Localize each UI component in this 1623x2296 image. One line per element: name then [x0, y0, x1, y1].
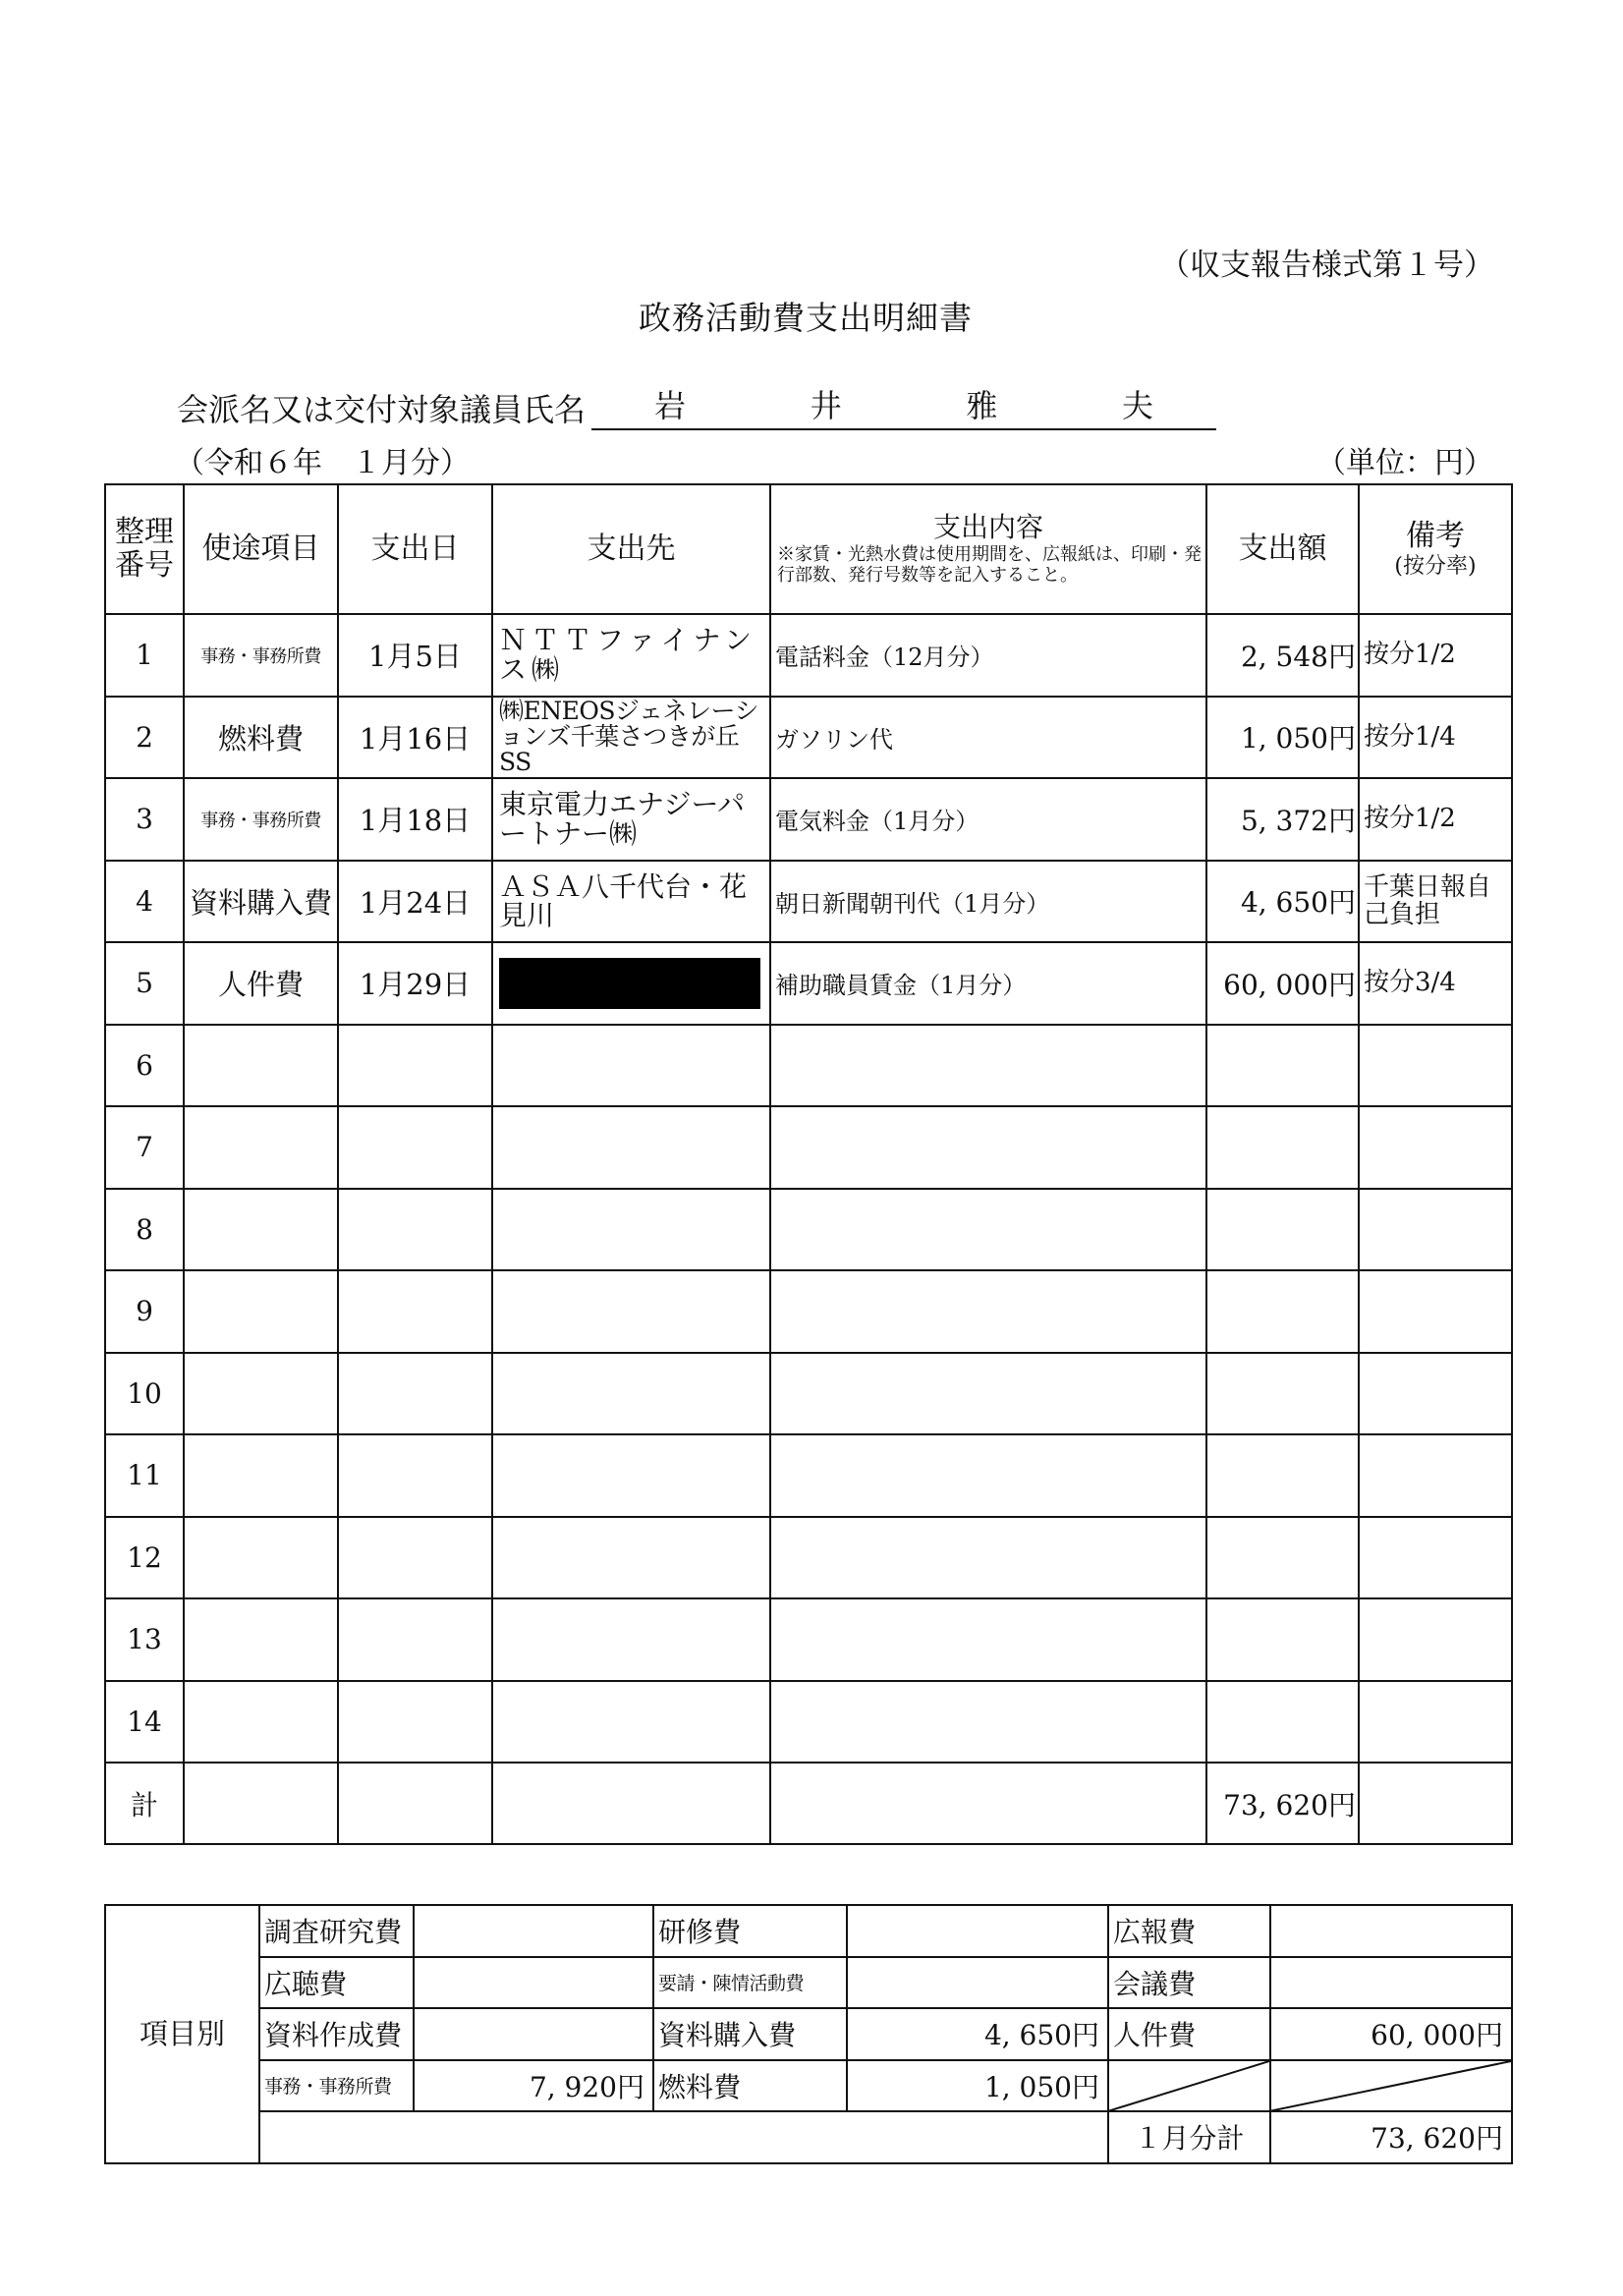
summary-struck-cell: [1270, 2060, 1512, 2112]
summary-pr-label: 広報費: [1108, 1905, 1270, 1957]
total-empty: [184, 1763, 338, 1844]
total-label: 計: [105, 1763, 184, 1844]
row-description: [770, 1598, 1206, 1681]
row-note: [1359, 1270, 1512, 1353]
row-number: 9: [105, 1270, 184, 1353]
row-number: 7: [105, 1106, 184, 1189]
summary-office-label: 事務・事務所費: [259, 2060, 414, 2112]
row-payee: [492, 1681, 770, 1764]
row-amount: [1206, 1270, 1359, 1353]
summary-office-value: 7, 920円: [414, 2060, 653, 2112]
row-date: [338, 1270, 492, 1353]
row-date: 1月16日: [338, 697, 492, 779]
row-date: [338, 1681, 492, 1764]
total-empty: [1359, 1763, 1512, 1844]
table-row: [105, 1353, 1512, 1435]
row-date: [338, 1517, 492, 1599]
summary-petition-value: [847, 1957, 1108, 2009]
member-row: [177, 381, 1216, 430]
member-name-char: 雅: [966, 387, 998, 424]
diagonal-strike: [1109, 2061, 1269, 2111]
summary-personnel-value: 60, 000円: [1270, 2008, 1512, 2060]
member-label: 会派名又は交付対象議員氏名: [177, 391, 587, 428]
row-payee-redacted: [492, 942, 770, 1025]
header-date: 支出日: [338, 484, 492, 614]
row-date: 1月5日: [338, 614, 492, 697]
row-number: 11: [105, 1434, 184, 1517]
row-description: [770, 1270, 1206, 1353]
total-empty: [770, 1763, 1206, 1844]
table-row: [105, 1434, 1512, 1517]
total-empty: [338, 1763, 492, 1844]
summary-side-label: 項目別: [105, 1905, 259, 2163]
row-number: 6: [105, 1025, 184, 1107]
total-amount: 73, 620円: [1206, 1763, 1359, 1844]
summary-docs-make-value: [414, 2008, 653, 2060]
header-note-sub: (按分率): [1394, 553, 1477, 579]
row-date: [338, 1598, 492, 1681]
summary-docs-buy-label: 資料購入費: [653, 2008, 847, 2060]
summary-training-label: 研修費: [653, 1905, 847, 1957]
row-payee: [492, 1517, 770, 1599]
row-use: 燃料費: [184, 697, 338, 779]
summary-month-total-value: 73, 620円: [1270, 2111, 1512, 2163]
row-use: [184, 1270, 338, 1353]
row-description: [770, 1517, 1206, 1599]
category-summary-table: [104, 1904, 1513, 2164]
row-number: 2: [105, 697, 184, 779]
row-note: [1359, 1025, 1512, 1107]
row-description: [770, 1681, 1206, 1764]
row-date: [338, 1106, 492, 1189]
row-payee: [492, 1106, 770, 1189]
row-number: 14: [105, 1681, 184, 1764]
member-name-char: 岩: [654, 387, 687, 424]
row-use: 事務・事務所費: [184, 614, 338, 697]
table-row: [105, 1189, 1512, 1271]
row-amount: [1206, 1517, 1359, 1599]
row-amount: [1206, 1106, 1359, 1189]
row-amount: [1206, 1598, 1359, 1681]
row-amount: [1206, 1025, 1359, 1107]
table-row: [105, 942, 1512, 1025]
row-note: 按分1/2: [1359, 778, 1512, 861]
summary-fuel-value: 1, 050円: [847, 2060, 1108, 2112]
table-row: [105, 861, 1512, 943]
row-payee: [492, 1270, 770, 1353]
row-payee: ＡＳＡ八千代台・花見川: [492, 861, 770, 943]
row-payee: [492, 1434, 770, 1517]
summary-struck-cell: [1108, 2060, 1270, 2112]
row-amount: [1206, 1434, 1359, 1517]
row-description: 補助職員賃金（1月分）: [770, 942, 1206, 1025]
row-use: [184, 1517, 338, 1599]
summary-pr-value: [1270, 1905, 1512, 1957]
row-description: [770, 1025, 1206, 1107]
row-date: [338, 1434, 492, 1517]
row-payee: 東京電力エナジーパートナー㈱: [492, 778, 770, 861]
row-number: 3: [105, 778, 184, 861]
row-amount: [1206, 1681, 1359, 1764]
row-number: 12: [105, 1517, 184, 1599]
row-description: 電気料金（1月分）: [770, 778, 1206, 861]
summary-row: [105, 1957, 1512, 2009]
header-note-main: 備考: [1406, 519, 1465, 554]
row-note: [1359, 1517, 1512, 1599]
row-payee: [492, 1025, 770, 1107]
total-row: [105, 1763, 1512, 1844]
summary-row: [105, 2111, 1512, 2163]
header-description-note: ※家賃・光熱水費は使用期間を、広報紙は、印刷・発行部数、発行号数等を記入すること。: [777, 543, 1202, 587]
summary-hearing-label: 広聴費: [259, 1957, 414, 2009]
row-description: 朝日新聞朝刊代（1月分）: [770, 861, 1206, 943]
row-amount: [1206, 1353, 1359, 1435]
row-use: [184, 1434, 338, 1517]
row-use: [184, 1353, 338, 1435]
table-header-row: [105, 484, 1512, 614]
table-row: [105, 1517, 1512, 1599]
row-use: 資料購入費: [184, 861, 338, 943]
row-use: [184, 1189, 338, 1271]
row-use: [184, 1598, 338, 1681]
unit-label: （単位：円）: [1316, 446, 1493, 480]
row-use: [184, 1025, 338, 1107]
summary-personnel-label: 人件費: [1108, 2008, 1270, 2060]
row-description: [770, 1106, 1206, 1189]
row-payee: ＮＴＴファイナンス㈱: [492, 614, 770, 697]
summary-row: [105, 2060, 1512, 2112]
summary-petition-label: 要請・陳情活動費: [653, 1957, 847, 2009]
member-name-char: 井: [810, 387, 842, 424]
row-description: [770, 1353, 1206, 1435]
summary-meeting-label: 会議費: [1108, 1957, 1270, 2009]
form-number: （収支報告様式第１号）: [1159, 248, 1494, 283]
row-description: [770, 1434, 1206, 1517]
row-date: 1月24日: [338, 861, 492, 943]
row-number: 8: [105, 1189, 184, 1271]
summary-docs-make-label: 資料作成費: [259, 2008, 414, 2060]
table-row: [105, 1681, 1512, 1764]
row-date: 1月18日: [338, 778, 492, 861]
row-note: [1359, 1434, 1512, 1517]
redaction-block: [499, 958, 760, 1009]
row-payee: [492, 1598, 770, 1681]
row-number: 4: [105, 861, 184, 943]
diagonal-strike: [1271, 2061, 1511, 2111]
row-note: 按分3/4: [1359, 942, 1512, 1025]
row-number: 10: [105, 1353, 184, 1435]
table-row: [105, 1270, 1512, 1353]
row-number: 5: [105, 942, 184, 1025]
header-description: [770, 484, 1206, 614]
table-row: [105, 1025, 1512, 1107]
summary-research-label: 調査研究費: [259, 1905, 414, 1957]
header-description-main: 支出内容: [932, 511, 1043, 544]
row-description: [770, 1189, 1206, 1271]
table-row: [105, 697, 1512, 779]
row-note: [1359, 1353, 1512, 1435]
row-use: [184, 1106, 338, 1189]
summary-row: [105, 2008, 1512, 2060]
row-note: 按分1/2: [1359, 614, 1512, 697]
row-note: [1359, 1681, 1512, 1764]
row-use: 人件費: [184, 942, 338, 1025]
row-amount: [1206, 1189, 1359, 1271]
summary-research-value: [414, 1905, 653, 1957]
summary-month-total-label: １月分計: [1108, 2111, 1270, 2163]
summary-fuel-label: 燃料費: [653, 2060, 847, 2112]
row-note: [1359, 1106, 1512, 1189]
row-amount: 5, 372円: [1206, 778, 1359, 861]
row-description: ガソリン代: [770, 697, 1206, 779]
row-date: [338, 1189, 492, 1271]
table-row: [105, 614, 1512, 697]
header-use: 使途項目: [184, 484, 338, 614]
row-date: [338, 1353, 492, 1435]
header-payee: 支出先: [492, 484, 770, 614]
member-name: [591, 381, 1216, 430]
table-row: [105, 778, 1512, 861]
row-note: [1359, 1598, 1512, 1681]
table-row: [105, 1598, 1512, 1681]
header-note: [1359, 484, 1512, 614]
row-payee: [492, 1353, 770, 1435]
row-payee: [492, 1189, 770, 1271]
row-number: 13: [105, 1598, 184, 1681]
summary-training-value: [847, 1905, 1108, 1957]
row-use: [184, 1681, 338, 1764]
row-amount: 2, 548円: [1206, 614, 1359, 697]
header-no: 整理番号: [105, 484, 184, 614]
row-amount: 1, 050円: [1206, 697, 1359, 779]
row-date: 1月29日: [338, 942, 492, 1025]
expense-table: [104, 483, 1513, 1845]
row-note: 按分1/4: [1359, 697, 1512, 779]
summary-blank-cell: [259, 2111, 1108, 2163]
row-use: 事務・事務所費: [184, 778, 338, 861]
period: （令和６年 １月分）: [175, 446, 470, 480]
row-amount: 60, 000円: [1206, 942, 1359, 1025]
summary-docs-buy-value: 4, 650円: [847, 2008, 1108, 2060]
row-payee: ㈱ENEOSジェネレーションズ千葉さつきが丘SS: [492, 697, 770, 779]
row-amount: 4, 650円: [1206, 861, 1359, 943]
total-empty: [492, 1763, 770, 1844]
row-description: 電話料金（12月分）: [770, 614, 1206, 697]
table-row: [105, 1106, 1512, 1189]
document-title: 政務活動費支出明細書: [639, 299, 973, 337]
row-note: 千葉日報自己負担: [1359, 861, 1512, 943]
summary-hearing-value: [414, 1957, 653, 2009]
member-name-char: 夫: [1121, 387, 1153, 424]
row-note: [1359, 1189, 1512, 1271]
summary-meeting-value: [1270, 1957, 1512, 2009]
summary-row: [105, 1905, 1512, 1957]
header-amount: 支出額: [1206, 484, 1359, 614]
row-date: [338, 1025, 492, 1107]
row-number: 1: [105, 614, 184, 697]
